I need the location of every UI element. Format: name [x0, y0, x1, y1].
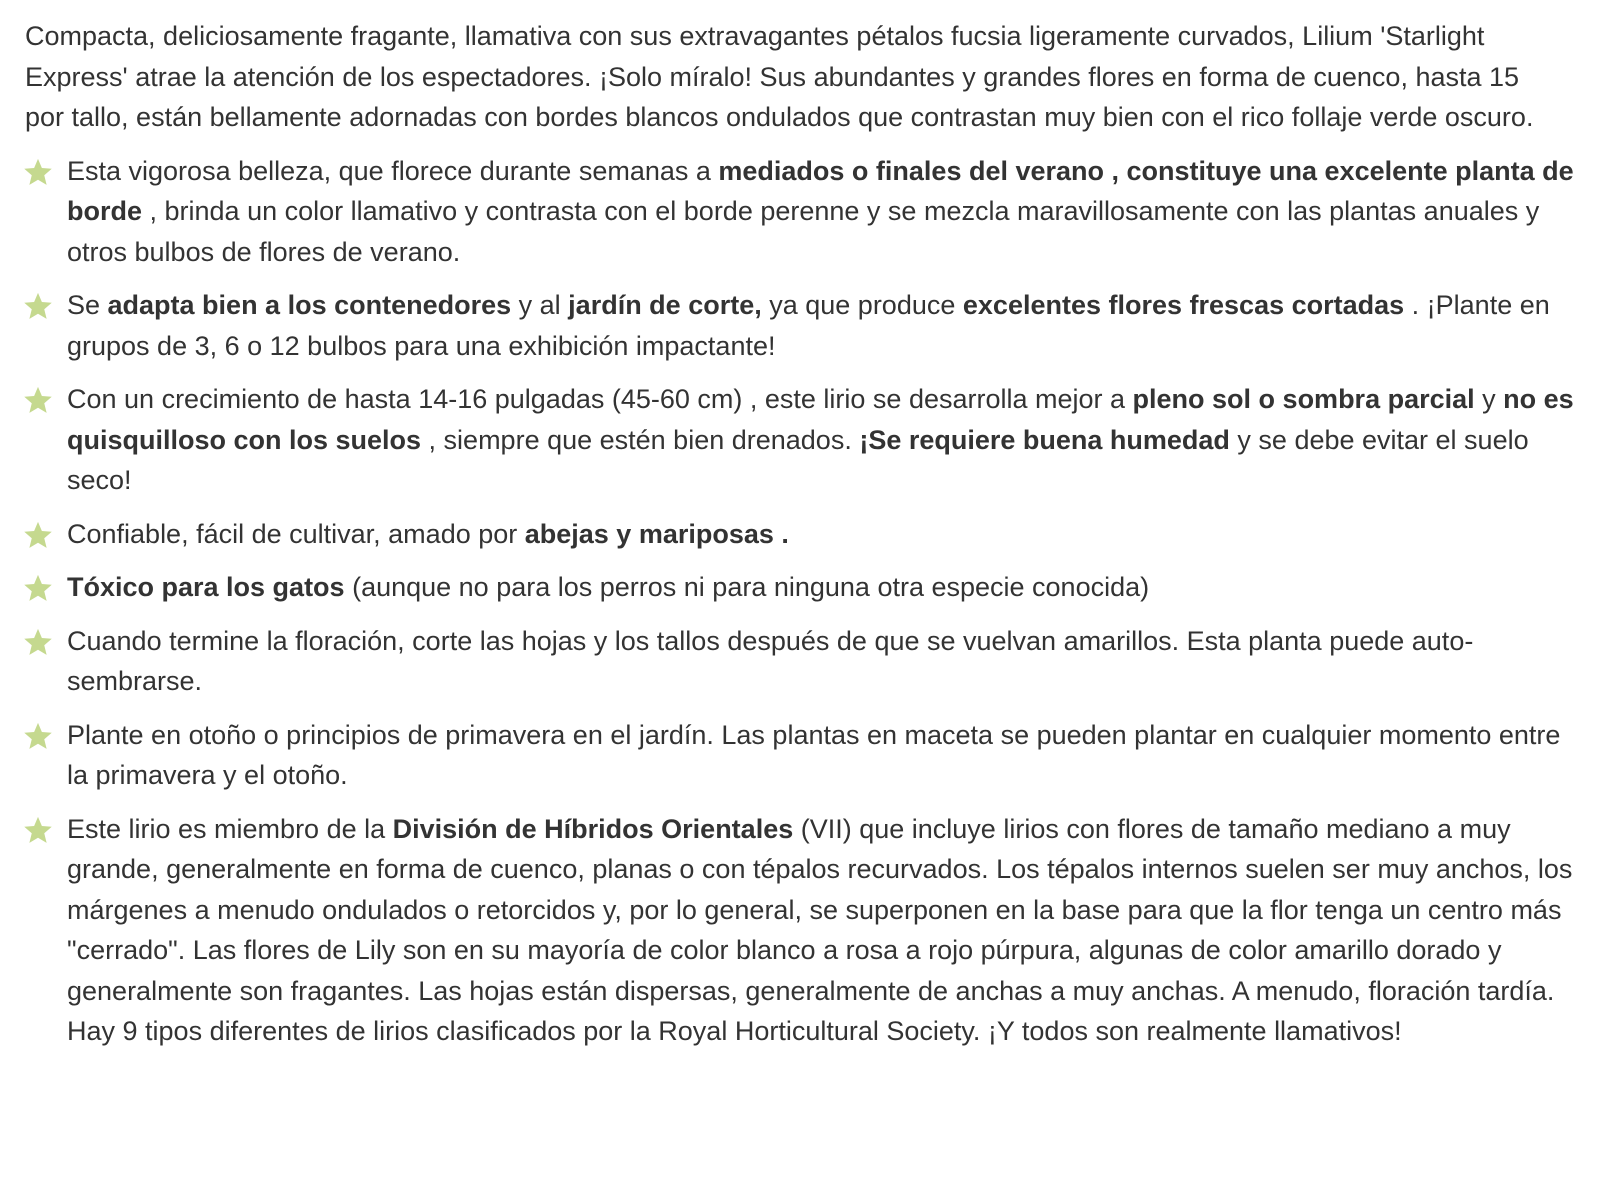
star-icon — [23, 815, 53, 845]
feature-text: Confiable, fácil de cultivar, amado por — [67, 518, 525, 549]
feature-item — [25, 567, 1585, 608]
feature-text: Esta vigorosa belleza, que florece durante semanas a — [67, 155, 719, 186]
feature-text: (VII) que incluye lirios con flores de tamaño mediano a muy grande, generalmente en forma de cuenco, planas o con tépalos recurvados. Los tépalos internos suelen ser muy anchos, los márgenes a menudo ondulados o retorcidos y, por lo general, se superponen en la base para que la flor tenga un centro más "cerrado". Las flores de Lily son en su mayoría de color blanco a rosa a rojo púrpura, algunas de color amarillo dorado y generalmente son fragantes. Las hojas están dispersas, generalmente de anchas a muy anchas. A menudo, floración tardía. Hay 9 tipos diferentes de lirios clasificados por la Royal Horticultural Society. ¡Y todos son realmente llamativos! — [67, 813, 1573, 1046]
feature-highlight: excelentes flores frescas cortadas — [962, 290, 1405, 320]
feature-text: , siempre que estén bien drenados. — [421, 424, 860, 455]
feature-text: y — [1474, 384, 1504, 414]
feature-highlight: Tóxico para los gatos — [67, 572, 345, 602]
intro-paragraph: Compacta, deliciosamente fragante, llamativa con sus extravagantes pétalos fucsia ligeramente curvados, Lilium 'Starlight Express' atrae la atención de los espectadores. ¡Solo míralo! Sus abundantes y grandes flores en forma de cuenco, hasta 15 por tallo, están bellamente adornadas con bordes blancos ondulados que contrastan muy bien con el rico follaje verde oscuro. — [25, 21, 1534, 132]
star-icon — [23, 573, 53, 603]
feature-highlight: pleno sol o sombra parcial — [1132, 384, 1475, 414]
feature-text: Cuando termine la floración, corte las hojas y los tallos después de que se vuelvan amarillos. Esta planta puede auto-sembrarse. — [67, 625, 1474, 696]
feature-highlight: División de Híbridos Orientales — [392, 813, 794, 844]
feature-text: , brinda un color llamativo y contrasta con el borde perenne y se mezcla maravillosamente con las plantas anuales y otros bulbos de flores de verano. — [67, 196, 1540, 267]
feature-text: y se debe evitar el suelo seco! — [67, 424, 1529, 495]
feature-highlight: no es quisquilloso con los suelos — [67, 384, 1574, 455]
feature-item — [25, 809, 1585, 1052]
feature-text: Se — [67, 290, 108, 320]
feature-highlight: abejas y mariposas . — [524, 518, 789, 549]
feature-item — [25, 621, 1585, 702]
feature-text: y al — [511, 290, 569, 320]
feature-highlight: ¡Se requiere buena humedad — [859, 424, 1230, 455]
feature-text: ya que produce — [761, 290, 963, 320]
feature-highlight: jardín de corte, — [568, 290, 762, 320]
feature-highlight: mediados o finales del verano , constituye una excelente planta de borde — [67, 155, 1574, 226]
star-icon — [23, 721, 53, 751]
feature-text: (aunque no para los perros ni para ninguna otra especie conocida) — [344, 572, 1150, 602]
feature-text: Este lirio es miembro de la — [67, 813, 393, 844]
feature-list — [25, 151, 1585, 1052]
feature-text: Con un crecimiento de hasta 14-16 pulgadas (45-60 cm) , este lirio se desarrolla mejor a — [67, 384, 1133, 414]
star-icon — [23, 520, 53, 550]
feature-item — [25, 151, 1585, 273]
star-icon — [23, 157, 53, 187]
feature-text: . ¡Plante en grupos de 3, 6 o 12 bulbos para una exhibición impactante! — [67, 290, 1550, 361]
star-icon — [23, 385, 53, 415]
feature-item — [25, 715, 1585, 796]
feature-item — [25, 285, 1585, 366]
feature-highlight: adapta bien a los contenedores — [107, 290, 512, 320]
feature-item — [25, 514, 1585, 555]
star-icon — [23, 627, 53, 657]
star-icon — [23, 291, 53, 321]
product-description — [25, 16, 1585, 1065]
feature-item — [25, 379, 1585, 501]
feature-text: Plante en otoño o principios de primavera en el jardín. Las plantas en maceta se pueden plantar en cualquier momento entre la primavera y el otoño. — [67, 719, 1561, 790]
